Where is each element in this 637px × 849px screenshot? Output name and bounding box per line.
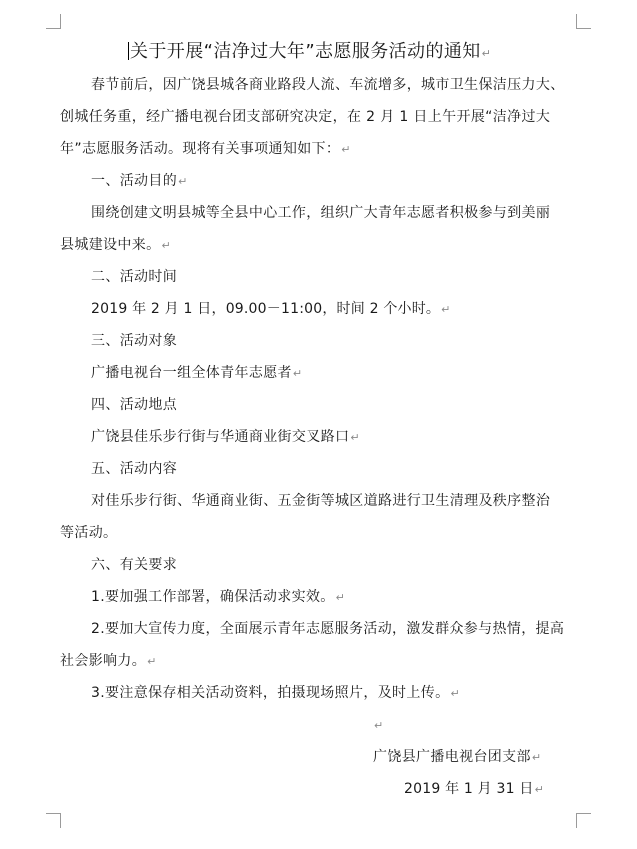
- text-cursor: [128, 42, 129, 60]
- paragraph-mark-icon: ↵: [161, 239, 172, 252]
- section-heading-requirements: 六、有关要求: [91, 557, 178, 573]
- intro-line-1: 春节前后，因广饶县城各商业路段人流、车流增多，城市卫生保洁压力大、: [91, 77, 565, 93]
- target-body: 广播电视台一组全体青年志愿者↵: [91, 365, 303, 381]
- section-heading-location: 四、活动地点: [91, 397, 178, 413]
- crop-mark-bottom-right: [576, 813, 591, 828]
- paragraph-mark-icon: ↵: [441, 303, 451, 316]
- empty-paragraph: [373, 716, 384, 735]
- paragraph-mark-icon: ↵: [178, 175, 188, 188]
- paragraph-mark-icon: ↵: [350, 431, 360, 444]
- location-body: 广饶县佳乐步行街与华通商业街交叉路口↵: [91, 429, 360, 445]
- paragraph-mark-icon: ↵: [531, 751, 542, 764]
- intro-line-2: 创城任务重，经广播电视台团支部研究决定，在 2 月 1 日上午开展“洁净过大: [60, 109, 551, 125]
- content-body-line-2: 等活动。: [60, 525, 118, 541]
- paragraph-mark-icon: ↵: [374, 719, 384, 732]
- section-heading-content: 五、活动内容: [91, 461, 178, 477]
- crop-mark-top-left: [46, 14, 61, 29]
- requirement-item-2-line-1: 2.要加大宣传力度，全面展示青年志愿服务活动，激发群众参与热情，提高: [91, 621, 565, 637]
- requirement-item-2-line-2: 社会影响力。↵: [60, 653, 157, 669]
- purpose-body-line-2: 县城建设中来。↵: [60, 237, 172, 253]
- paragraph-mark-icon: ↵: [450, 687, 461, 700]
- time-body: 2019 年 2 月 1 日，09.00－11:00，时间 2 个小时。↵: [91, 301, 451, 317]
- paragraph-mark-icon: ↵: [534, 783, 545, 796]
- paragraph-mark-icon: ↵: [335, 591, 346, 604]
- signature-date: 2019 年 1 月 31 日↵: [404, 781, 545, 797]
- crop-mark-top-right: [576, 14, 591, 29]
- title-text: 关于开展“洁净过大年”志愿服务活动的通知: [130, 41, 481, 62]
- section-heading-purpose: 一、活动目的↵: [91, 173, 188, 189]
- section-heading-target: 三、活动对象: [91, 333, 178, 349]
- document-title[interactable]: [128, 41, 491, 65]
- content-body-line-1: 对佳乐步行街、华通商业街、五金街等城区道路进行卫生清理及秩序整治: [91, 493, 551, 509]
- paragraph-mark-icon: ↵: [147, 655, 157, 668]
- requirement-item-1: 1.要加强工作部署，确保活动求实效。↵: [91, 589, 346, 605]
- paragraph-mark-icon: ↵: [341, 143, 351, 156]
- paragraph-mark-icon: ↵: [481, 47, 492, 60]
- paragraph-mark-icon: ↵: [292, 367, 303, 380]
- crop-mark-bottom-left: [46, 813, 61, 828]
- signature-organization: 广饶县广播电视台团支部↵: [373, 749, 542, 765]
- section-heading-time: 二、活动时间: [91, 269, 178, 285]
- requirement-item-3: 3.要注意保存相关活动资料，拍摄现场照片，及时上传。↵: [91, 685, 461, 701]
- purpose-body-line-1: 围绕创建文明县城等全县中心工作，组织广大青年志愿者积极参与到美丽: [91, 205, 551, 221]
- intro-line-3: 年”志愿服务活动。现将有关事项通知如下：↵: [60, 141, 351, 157]
